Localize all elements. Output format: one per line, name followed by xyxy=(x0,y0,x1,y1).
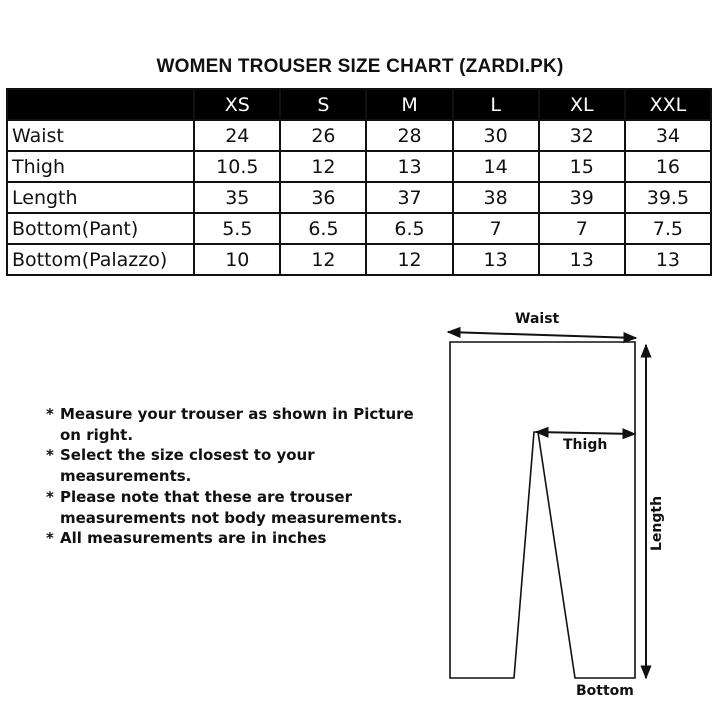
note-bullet: * xyxy=(46,446,54,465)
header-size-xs: XS xyxy=(194,89,280,120)
header-size-l: L xyxy=(453,89,539,120)
note-item xyxy=(46,528,426,549)
measurement-notes xyxy=(46,404,426,549)
table-cell: 39 xyxy=(539,182,625,213)
table-cell: 38 xyxy=(453,182,539,213)
page-title: WOMEN TROUSER SIZE CHART (ZARDI.PK) xyxy=(156,56,564,77)
table-cell: 6.5 xyxy=(366,213,452,244)
row-label-bottom-pant: Bottom(Pant) xyxy=(7,213,194,244)
table-cell: 37 xyxy=(366,182,452,213)
note-text: Select the size closest to your measurements. xyxy=(60,446,315,486)
table-cell: 13 xyxy=(453,244,539,275)
table-row xyxy=(7,151,711,182)
trouser-outline xyxy=(450,342,635,678)
table-cell: 5.5 xyxy=(194,213,280,244)
header-size-xl: XL xyxy=(539,89,625,120)
note-text: Please note that these are trouser measurements not body measurements. xyxy=(60,487,403,527)
thigh-arrow xyxy=(536,432,635,434)
table-cell: 13 xyxy=(539,244,625,275)
table-cell: 12 xyxy=(280,244,366,275)
table-cell: 32 xyxy=(539,120,625,151)
thigh-label: Thigh xyxy=(563,437,608,453)
header-size-m: M xyxy=(366,89,452,120)
note-item xyxy=(46,445,426,486)
table-cell: 12 xyxy=(280,151,366,182)
table-cell: 35 xyxy=(194,182,280,213)
trouser-measurement-diagram xyxy=(440,305,720,715)
trouser-outline-svg xyxy=(440,305,720,715)
header-size-s: S xyxy=(280,89,366,120)
table-cell: 13 xyxy=(625,244,711,275)
header-size-xxl: XXL xyxy=(625,89,711,120)
row-label-waist: Waist xyxy=(7,120,194,151)
note-item xyxy=(46,404,426,445)
table-cell: 7 xyxy=(539,213,625,244)
table-cell: 6.5 xyxy=(280,213,366,244)
table-cell: 7 xyxy=(453,213,539,244)
table-row xyxy=(7,120,711,151)
note-bullet: * xyxy=(46,529,54,548)
table-row xyxy=(7,182,711,213)
table-cell: 15 xyxy=(539,151,625,182)
note-bullet: * xyxy=(46,487,54,506)
waist-arrow xyxy=(448,332,636,338)
note-bullet: * xyxy=(46,405,54,423)
table-cell: 34 xyxy=(625,120,711,151)
table-cell: 36 xyxy=(280,182,366,213)
size-chart-table xyxy=(6,88,712,276)
table-cell: 10 xyxy=(194,244,280,275)
waist-label: Waist xyxy=(515,311,560,327)
table-cell: 16 xyxy=(625,151,711,182)
row-label-length: Length xyxy=(7,182,194,213)
row-label-bottom-palazzo: Bottom(Palazzo) xyxy=(7,244,194,275)
table-cell: 39.5 xyxy=(625,182,711,213)
table-cell: 10.5 xyxy=(194,151,280,182)
table-cell: 26 xyxy=(280,120,366,151)
note-text: All measurements are in inches xyxy=(60,529,327,548)
table-row xyxy=(7,244,711,275)
table-cell: 24 xyxy=(194,120,280,151)
bottom-label: Bottom xyxy=(576,683,634,699)
table-cell: 28 xyxy=(366,120,452,151)
table-cell: 13 xyxy=(366,151,452,182)
table-cell: 14 xyxy=(453,151,539,182)
table-header-row xyxy=(7,89,711,120)
table-cell: 30 xyxy=(453,120,539,151)
note-item xyxy=(46,487,426,528)
header-corner-cell xyxy=(7,89,194,120)
table-cell: 7.5 xyxy=(625,213,711,244)
table-cell: 12 xyxy=(366,244,452,275)
table-row xyxy=(7,213,711,244)
length-label: Length xyxy=(649,495,665,551)
note-text: Measure your trouser as shown in Picture on right. xyxy=(60,405,414,444)
row-label-thigh: Thigh xyxy=(7,151,194,182)
